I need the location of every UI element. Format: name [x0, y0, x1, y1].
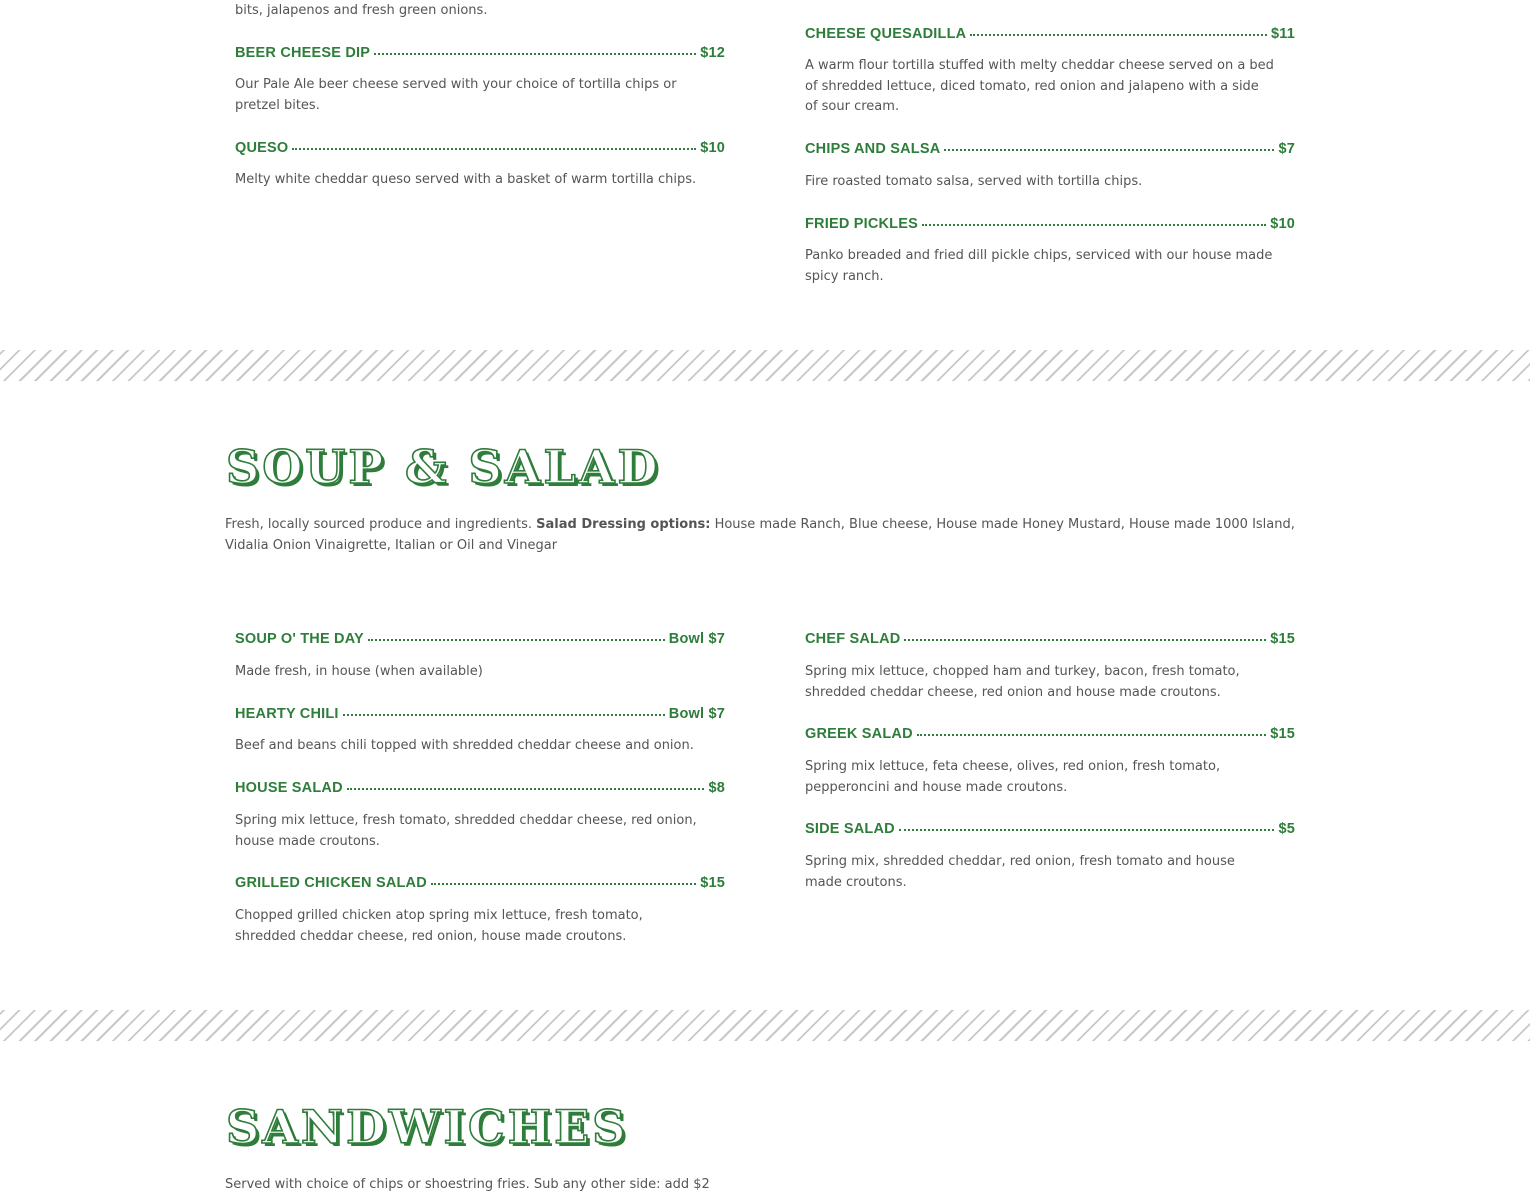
dotted-leader — [368, 639, 665, 641]
menu-item-description: Chopped grilled chicken atop spring mix lettuce, fresh tomato, shredded cheddar cheese, red onion, house made croutons. — [235, 908, 643, 944]
menu-item-greek-salad — [805, 726, 1295, 742]
menu-item-grilled-chicken-salad — [235, 875, 725, 891]
menu-item-description: Our Pale Ale beer cheese served with your choice of tortilla chips or pretzel bites. — [235, 77, 677, 113]
menu-item-price: $15 — [1270, 726, 1295, 742]
dotted-leader — [922, 224, 1266, 226]
note-bold: Salad Dressing options: — [536, 517, 711, 532]
menu-item-price: $7 — [1278, 141, 1295, 157]
menu-item-name: CHEESE QUESADILLA — [805, 26, 967, 42]
section-title-sandwiches: SANDWICHES — [226, 1100, 629, 1154]
dotted-leader — [374, 53, 696, 55]
menu-item-price: $10 — [700, 140, 725, 156]
menu-item-price: Bowl $7 — [668, 631, 725, 647]
note-rest: House made Ranch, Blue cheese, House made Honey Mustard, House made 1000 Island, Vidalia Onion Vinaigrette, Italian or Oil and Vinegar — [225, 517, 1295, 553]
menu-item-name: BEER CHEESE DIP — [235, 45, 371, 61]
dotted-leader — [343, 714, 665, 716]
striped-divider — [0, 1010, 1530, 1041]
menu-item-name: QUESO — [235, 140, 289, 156]
menu-item-description: Made fresh, in house (when available) — [235, 664, 483, 679]
menu-item-description: Spring mix lettuce, chopped ham and turkey, bacon, fresh tomato, shredded cheddar cheese, red onion and house made croutons. — [805, 664, 1240, 700]
menu-item-description: Spring mix lettuce, fresh tomato, shredded cheddar cheese, red onion, house made croutons. — [235, 813, 697, 849]
menu-item-chips-and-salsa — [805, 141, 1295, 157]
menu-item-price: $11 — [1271, 26, 1295, 42]
menu-item-beer-cheese-dip — [235, 45, 725, 61]
section-title-soup-salad: SOUP & SALAD — [226, 440, 661, 494]
note-lead: Fresh, locally sourced produce and ingredients. — [225, 517, 537, 532]
menu-item-description: bits, jalapenos and fresh green onions. — [235, 3, 488, 18]
menu-item-price: $10 — [1270, 216, 1295, 232]
menu-item-name: GREEK SALAD — [805, 726, 913, 742]
dotted-leader — [292, 148, 696, 150]
menu-item-name: FRIED PICKLES — [805, 216, 918, 232]
dotted-leader — [347, 788, 705, 790]
menu-item-house-salad — [235, 780, 725, 796]
dotted-leader — [431, 883, 696, 885]
menu-item-name: CHIPS AND SALSA — [805, 141, 941, 157]
menu-item-name: HEARTY CHILI — [235, 706, 339, 722]
menu-item-description: Melty white cheddar queso served with a basket of warm tortilla chips. — [235, 172, 697, 187]
dotted-leader — [904, 639, 1266, 641]
menu-item-name: GRILLED CHICKEN SALAD — [235, 875, 427, 891]
menu-item-price: $12 — [700, 45, 725, 61]
menu-item-description: Spring mix, shredded cheddar, red onion, fresh tomato and house made croutons. — [805, 854, 1235, 890]
menu-item-price: $5 — [1278, 821, 1295, 837]
menu-item-side-salad — [805, 821, 1295, 837]
menu-item-price: Bowl $7 — [668, 706, 725, 722]
section-note: Served with choice of chips or shoestring fries. Sub any other side: add $2 — [225, 1177, 710, 1192]
menu-item-description: Fire roasted tomato salsa, served with tortilla chips. — [805, 174, 1143, 189]
menu-item-queso — [235, 140, 725, 156]
menu-item-chef-salad — [805, 631, 1295, 647]
dotted-leader — [970, 34, 1267, 36]
dotted-leader — [944, 149, 1274, 151]
menu-item-name: SIDE SALAD — [805, 821, 895, 837]
menu-item-soup-of-the-day — [235, 631, 725, 647]
menu-item-price: $8 — [708, 780, 725, 796]
menu-item-price: $15 — [1270, 631, 1295, 647]
menu-item-description: A warm flour tortilla stuffed with melty cheddar cheese served on a bed of shredded lettuce, diced tomato, red onion and jalapeno with a side of sour cream. — [805, 58, 1274, 114]
menu-item-description: Spring mix lettuce, feta cheese, olives, red onion, fresh tomato, pepperoncini and house made croutons. — [805, 759, 1221, 795]
menu-item-name: HOUSE SALAD — [235, 780, 343, 796]
menu-item-description: Beef and beans chili topped with shredded cheddar cheese and onion. — [235, 738, 694, 753]
menu-item-description: Panko breaded and fried dill pickle chips, serviced with our house made spicy ranch. — [805, 248, 1273, 284]
menu-item-hearty-chili — [235, 706, 725, 722]
menu-item-name: SOUP O' THE DAY — [235, 631, 364, 647]
menu-item-price: $15 — [700, 875, 725, 891]
dotted-leader — [917, 734, 1266, 736]
menu-item-name: CHEF SALAD — [805, 631, 901, 647]
menu-item-cheese-quesadilla — [805, 26, 1295, 42]
section-note — [225, 515, 1300, 556]
dotted-leader — [899, 829, 1275, 831]
menu-item-fried-pickles — [805, 216, 1295, 232]
striped-divider — [0, 350, 1530, 381]
